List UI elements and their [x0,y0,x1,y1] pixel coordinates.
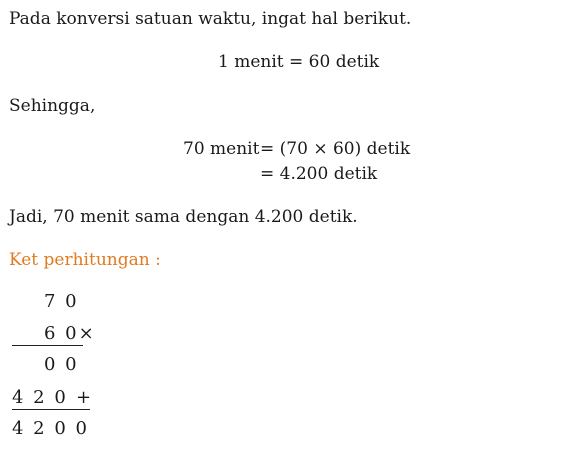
ket-heading: Ket perhitungan : [9,250,161,270]
fact-equation: 1 menit = 60 detik [218,52,380,72]
equation-line-1-left: 70 menit [183,139,260,159]
sehingga-text: Sehingga, [9,96,96,116]
calc-row-1: 7 0 [44,291,79,312]
calc-divider-1 [12,345,83,346]
calc-result: 4 2 0 0 [12,418,89,439]
equation-line-1-right: = (70 × 60) detik [260,139,411,159]
conclusion-text: Jadi, 70 menit sama dengan 4.200 detik. [9,207,358,227]
intro-text: Pada konversi satuan waktu, ingat hal berikut. [9,9,412,29]
calc-row-3: 0 0 [44,354,79,375]
calc-row-4: 4 2 0 [12,387,68,408]
equation-line-2-right: = 4.200 detik [260,164,378,184]
calc-plus-sign: + [76,387,94,408]
calc-row-2: 6 0× [44,323,96,344]
calc-divider-2 [12,409,90,410]
